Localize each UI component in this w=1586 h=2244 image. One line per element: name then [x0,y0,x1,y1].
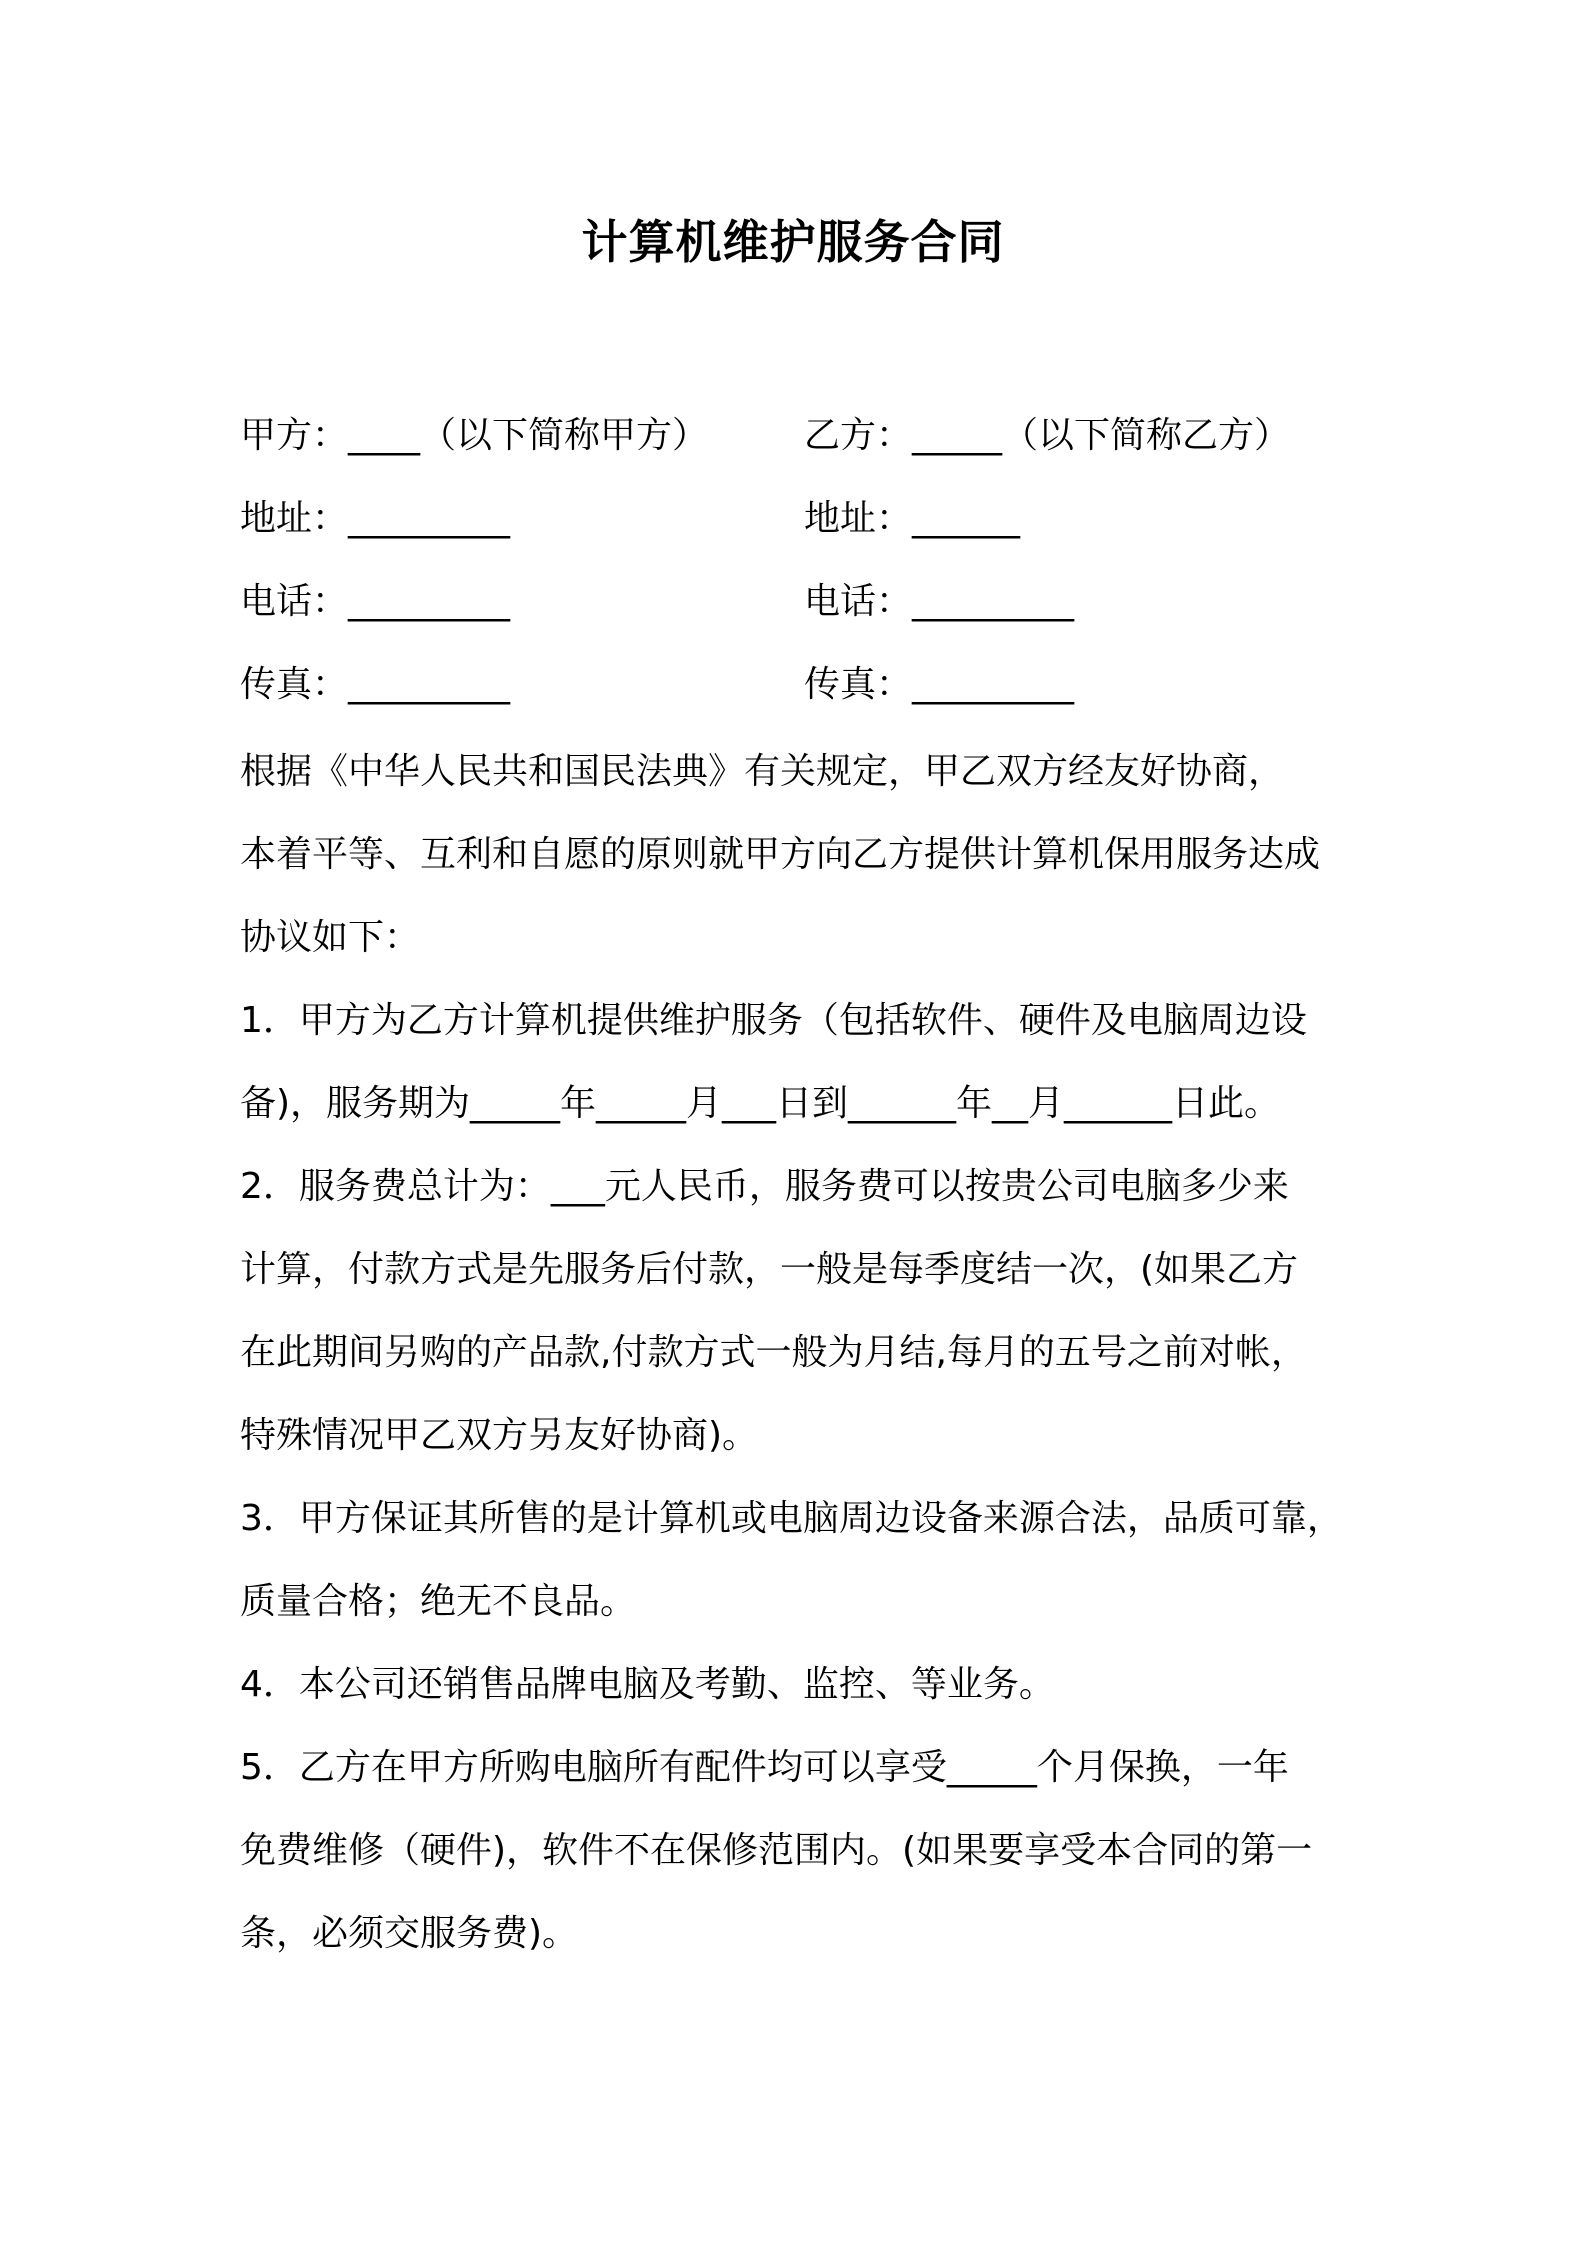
party-a-name-line: 甲方：____（以下简称甲方） [240,415,709,456]
party-a-fax-line: 传真：_________ [240,664,511,705]
body-line: 本着平等、互利和自愿的原则就甲方向乙方提供计算机保用服务达成 [240,834,1321,875]
party-b-phone-line: 电话：_________ [804,581,1075,622]
party-b-fax-line: 传真：_________ [804,664,1075,705]
body-line: 协议如下： [240,917,421,958]
clause-5-line: 5．乙方在甲方所购电脑所有配件均可以享受_____个月保换，一年 [240,1747,1289,1788]
party-b-address-line: 地址：______ [804,498,1021,539]
clause-1-line: 备)，服务期为_____年_____月___日到______年__月______日此。 [240,1083,1281,1124]
document-title: 计算机维护服务合同 [581,215,1005,269]
party-b-name-line: 乙方：_____（以下简称乙方） [804,415,1291,456]
clause-5-line: 条，必须交服务费)。 [240,1913,579,1954]
clause-5-line: 免费维修（硬件)，软件不在保修范围内。(如果要享受本合同的第一 [240,1830,1313,1871]
clause-2-line: 计算，付款方式是先服务后付款，一般是每季度结一次，(如果乙方 [240,1249,1299,1290]
clause-2-line: 特殊情况甲乙双方另友好协商)。 [240,1415,759,1456]
clause-3-line: 质量合格；绝无不良品。 [240,1581,637,1622]
body-line: 根据《中华人民共和国民法典》有关规定，甲乙双方经友好协商， [240,751,1285,792]
clause-2-line: 2．服务费总计为：___元人民币，服务费可以按贵公司电脑多少来 [240,1166,1289,1207]
clause-1-line: 1．甲方为乙方计算机提供维护服务（包括软件、硬件及电脑周边设 [240,1000,1307,1041]
party-a-phone-line: 电话：_________ [240,581,511,622]
clause-2-line: 在此期间另购的产品款,付款方式一般为月结,每月的五号之前对帐， [240,1332,1307,1373]
party-a-address-line: 地址：_________ [240,498,511,539]
clause-3-line: 3．甲方保证其所售的是计算机或电脑周边设备来源合法，品质可靠， [240,1498,1343,1539]
clause-4-line: 4．本公司还销售品牌电脑及考勤、监控、等业务。 [240,1664,1055,1705]
